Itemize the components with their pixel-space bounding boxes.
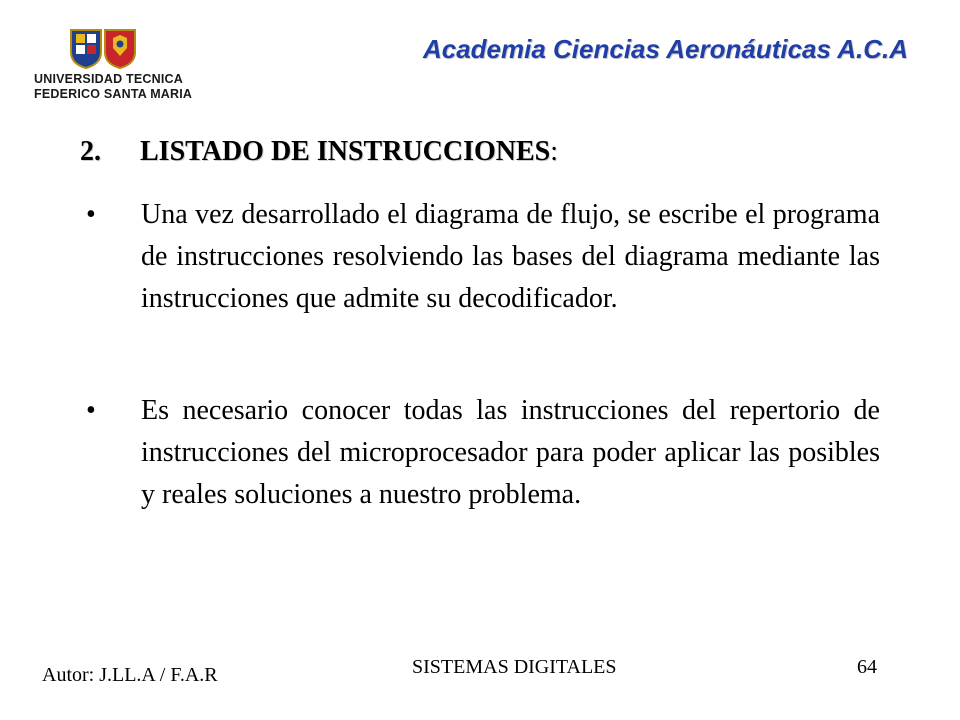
footer-course: SISTEMAS DIGITALES — [412, 656, 617, 678]
academy-title: Academia Ciencias Aeronáuticas A.C.A — [422, 34, 908, 64]
section-colon: : — [550, 136, 559, 167]
bullet-item — [86, 390, 880, 516]
footer-author: Autor: J.LL.A / F.A.R — [42, 664, 218, 686]
section-heading — [80, 136, 558, 168]
university-logo — [34, 26, 193, 104]
university-name — [34, 72, 192, 102]
university-name-line-2: FEDERICO SANTA MARIA — [34, 87, 193, 101]
university-name-line-1: UNIVERSIDAD TECNICA — [34, 72, 183, 86]
bullet-icon: • — [86, 395, 96, 426]
section-title: LISTADO DE INSTRUCCIONES — [140, 136, 551, 167]
section-number: 2. — [80, 136, 101, 167]
bullet-icon: • — [86, 199, 96, 230]
bullet-text: Es necesario conocer todas las instrucciones del repertorio de instrucciones del microprocesador para poder aplicar las posibles y reales soluciones a nuestro problema. — [141, 395, 880, 510]
university-coat-of-arms-icon — [68, 26, 138, 70]
page-number: 64 — [857, 656, 877, 678]
bullet-item — [86, 194, 880, 320]
bullet-text: Una vez desarrollado el diagrama de flujo, se escribe el programa de instrucciones resolviendo las bases del diagrama mediante las instrucciones que admite su decodificador. — [141, 199, 880, 314]
